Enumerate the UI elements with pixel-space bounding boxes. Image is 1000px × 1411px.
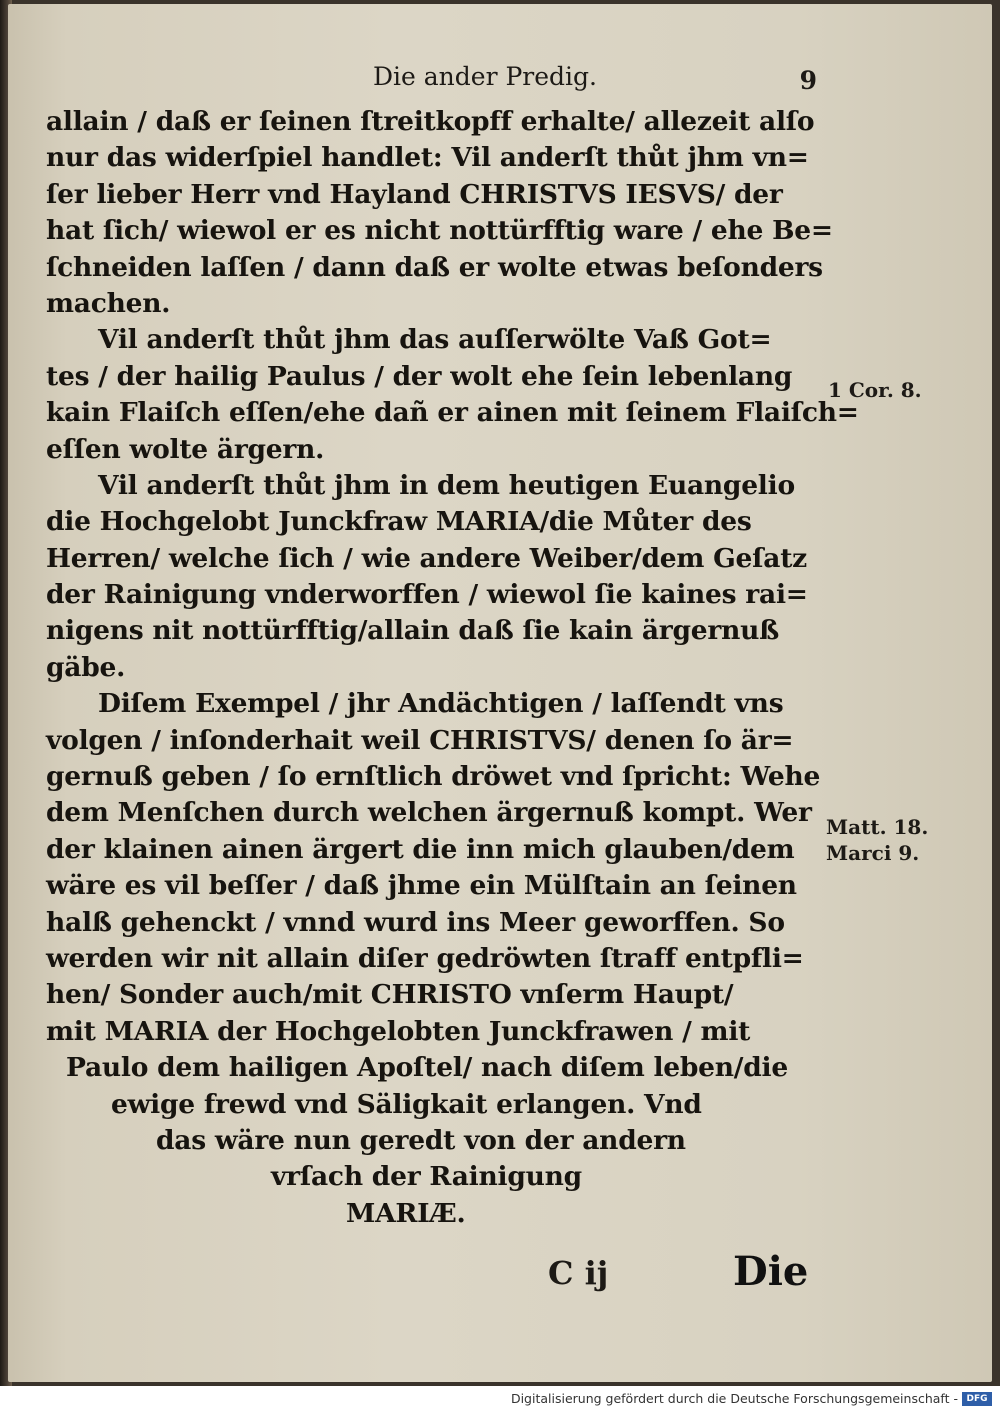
text-line: kain Flaiſch eſſen/ehe dañ er ainen mit ſeinem Flaiſch= [46,397,859,429]
dfg-logo: DFG [962,1392,992,1406]
text-line: gäbe. [46,651,126,683]
text-line: hen/ Sonder auch/mit CHRISTO vnſerm Haupt/ [46,979,734,1011]
text-line: allain / daß er ſeinen ſtreitkopff erhalte/ allezeit alſo [46,106,815,137]
text-line: wäre es vil beſſer / daß jhme ein Mülſtain an ſeinen [46,870,797,902]
text-line: Paulo dem hailigen Apoſtel/ nach diſem leben/die [66,1052,788,1084]
text-line: das wäre nun geredt von der andern [156,1124,686,1156]
text-line: ſer lieber Herr vnd Hayland CHRISTVS IESVS/ der [46,178,783,210]
text-line: vrſach der Rainigung [271,1161,582,1193]
marginal-note-marci: Marci 9. [826,841,920,865]
text-block [46,104,859,1232]
text-line: Vil anderſt thůt jhm das auſſerwölte Vaß Got= [98,324,772,356]
marginal-note-matt: Matt. 18. [826,815,929,839]
text-line: der klainen ainen ärgert die inn mich glauben/dem [46,833,795,865]
running-head-container [8,62,992,91]
catchword: Die [733,1248,809,1295]
text-line: die Hochgelobt Junckfraw MARIA/die Můter des [46,506,752,538]
text-line: nigens nit nottürfftig/allain daß ſie kain ärgernuß [46,615,780,647]
footer-credit: Digitalisierung gefördert durch die Deutsche Forschungsgemeinschaft - [510,1391,958,1406]
text-line: eſſen wolte ärgern. [46,433,325,465]
text-line: machen. [46,287,171,319]
book-page [8,4,992,1382]
text-line: hat ſich/ wiewol er es nicht nottürfftig ware / ehe Be= [46,215,833,247]
text-line: mit MARIA der Hochgelobten Junckfrawen / mit [46,1015,751,1047]
text-line: dem Menſchen durch welchen ärgernuß kompt. Wer [46,797,812,829]
page-number: 9 [799,66,817,95]
marginal-note-cor: 1 Cor. 8. [828,378,922,402]
text-line: Vil anderſt thůt jhm in dem heutigen Euangelio [98,469,795,501]
text-line: werden wir nit allain diſer gedröwten ſtraff entpfli= [46,942,804,974]
text-line: Herren/ welche ſich / wie andere Weiber/dem Geſatz [46,542,807,574]
text-line: nur das widerſpiel handlet: Vil anderſt thůt jhm vn= [46,142,809,174]
text-line: MARIÆ. [346,1197,466,1229]
text-line: gernuß geben / ſo ernſtlich dröwet vnd ſpricht: Wehe [46,761,821,793]
text-line: halß gehenckt / vnnd wurd ins Meer geworffen. So [46,906,785,938]
text-line: ewige frewd vnd Säligkait erlangen. Vnd [111,1088,702,1120]
text-line: tes / der hailig Paulus / der wolt ehe ſein lebenlang [46,360,793,392]
text-line: der Rainigung vnderworffen / wiewol ſie kaines rai= [46,579,808,611]
footer-bar [0,1386,1000,1411]
text-line: volgen / inſonderhait weil CHRISTVS/ denen ſo är= [46,724,794,756]
text-line: ſchneiden laſſen / dann daß er wolte etwas beſonders [46,251,823,283]
signature-mark: C ij [548,1254,609,1292]
text-line: Diſem Exempel / jhr Andächtigen / laſſendt vns [98,688,784,720]
running-head: Die ander Predig. [373,62,597,91]
